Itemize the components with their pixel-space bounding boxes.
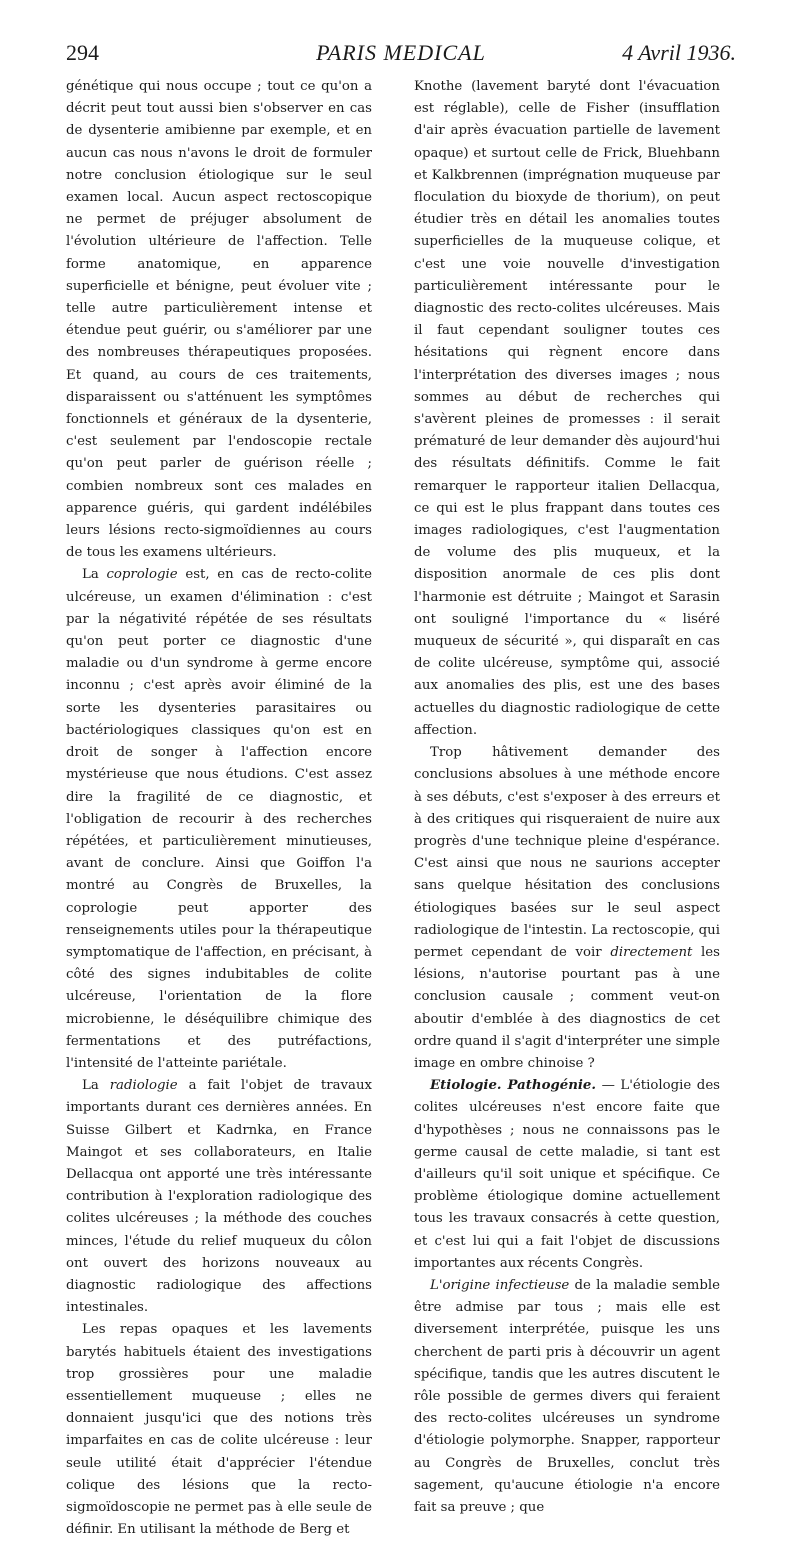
paragraph-coprologie [66, 564, 372, 1075]
paragraph-body: — L'étiologie des colites ulcéreuses n'est encore faite que d'hypothèses ; nous ne connaissons pas le germe causal de cette maladie, si tant est d'ailleurs qu'il soit unique et spécifique. Ce problème étiologique domine actuellement tous les travaux consacrés à cette question, et c'est lui qui a fait l'objet de discussions importantes aux récents Congrès. [414, 1078, 721, 1271]
journal-title: PARIS MEDICAL [316, 40, 486, 65]
paragraph-body: de la maladie semble être admise par tous ; mais elle est diversement interprétée, puisque les uns cherchent de parti pris à découvrir un agent spécifique, tandis que les autres discutent le rôle possible de germes divers qui feraient des recto-colites ulcéreuses un syndrome d'étiologie polymorphe. Snapper, rapporteur au Congrès de Bruxelles, conclut très sagement, qu'aucune étiologie n'a encore fait sa preuve ; que [414, 1277, 720, 1515]
page-header [66, 40, 736, 70]
paragraph-origine-infectieuse [414, 1275, 720, 1519]
paragraph-body: les lésions, n'autorise pourtant pas à une conclusion causale ; comment veut-on aboutir d'emblée à des diagnostics de cet ordre quand il s'agit d'interpréter une simple image en ombre chinoise ? [414, 944, 720, 1071]
paragraph-lead: La [82, 1078, 110, 1094]
paragraph-lead: La [82, 567, 107, 583]
section-heading-etiologie: Etiologie. Pathogénie. [430, 1078, 597, 1094]
paragraph-body: a fait l'objet de travaux importants durant ces dernières années. En Suisse Gilbert et Kadrnka, en France Maingot et ses collaborateurs, en Italie Dellacqua ont apporté une très intéressante contribution à l'exploration radiologique des colites ulcéreuses ; la méthode des couches minces, l'étude du relief muqueux du côlon ont ouvert des horizons nouveaux au diagnostic radiologique des affections intestinales. [66, 1078, 373, 1316]
paragraph-radiology-methods: Knothe (lavement baryté dont l'évacuation est réglable), celle de Fisher (insufflation d'air après évacuation partielle de lavement opaque) et surtout celle de Frick, Bluehbann et Kalkbrennen (imprégnation muqueuse par floculation du bioxyde de thorium), on peut étudier très en détail les anomalies toutes superficielles de la muqueuse colique, et c'est une voie nouvelle d'investigation particulièrement intéressante pour le diagnostic des recto-colites ulcéreuses. Mais il faut cependant souligner toutes ces hésitations qui règnent encore dans l'interprétation des diverses images ; nous sommes au début de recherches qui s'avèrent pleines de promesses : il serait prématuré de leur demander dès aujourd'hui des résultats définitifs. Comme le fait remarquer le rapporteur italien Dellacqua, ce qui est le plus frappant dans toutes ces images radiologiques, c'est l'augmentation de volume des plis muqueux, et la disposition anormale de ces plis dont l'harmonie est détruite ; Maingot et Sarasin ont souligné l'importance du « liséré muqueux de sécurité », qui disparaît en cas de colite ulcéreuse, symptôme qui, associé aux anomalies des plis, est une des bases actuelles du diagnostic radiologique de cette affection. [414, 79, 720, 738]
page-number: 294 [66, 40, 99, 65]
term-coprologie: coprologie [106, 567, 178, 583]
term-radiologie: radiologie [109, 1078, 178, 1094]
left-column [66, 76, 372, 1541]
term-directement: directement [610, 944, 693, 960]
paragraph-body: est, en cas de recto-colite ulcéreuse, un examen d'élimination : c'est par la négativité répétée de ses résultats qu'on peut porter ce diagnostic d'une maladie ou d'un syndrome à germe encore inconnu ; c'est après avoir éliminé de la sorte les dysenteries parasitaires ou bactériologiques classiques qu'on est en droit de songer à l'affection encore mystérieuse que nous étudions. C'est assez dire la fragilité de ce diagnostic, et l'obligation de recourir à des recherches répétées, et particulièrement minutieuses, avant de conclure. Ainsi que Goiffon l'a montré au Congrès de Bruxelles, la coprologie peut apporter des renseignements utiles pour la thérapeutique symptomatique de l'affection, en précisant, à côté des signes indubitables de colite ulcéreuse, l'orientation de la flore microbienne, le déséquilibre chimique des fermentations et des putréfactions, l'intensité de l'atteinte pariétale. [66, 567, 373, 1071]
paragraph-repas-opaques: Les repas opaques et les lavements barytés habituels étaient des investigations trop grossières pour une maladie essentiellement muqueuse ; elles ne donnaient jusqu'ici que des notions très imparfaites en cas de colite ulcéreuse : leur seule utilité était d'apprécier l'étendue colique des lésions que la recto-sigmoïdoscopie ne permet pas à elle seule de définir. En utilisant la méthode de Berg et [66, 1322, 372, 1538]
paragraph-radiologie [66, 1075, 372, 1319]
issue-date: 4 Avril 1936. [622, 40, 736, 65]
term-origine-infectieuse: L'origine infectieuse [430, 1277, 570, 1293]
right-column [414, 76, 720, 1519]
paragraph-etiology-continuation: génétique qui nous occupe ; tout ce qu'on a décrit peut tout aussi bien s'observer en cas de dysenterie amibienne par exemple, et en aucun cas nous n'avons le droit de formuler notre conclusion étiologique sur le seul examen local. Aucun aspect rectoscopique ne permet de préjuger absolument de l'évolution ultérieure de l'affection. Telle forme anatomique, en apparence superficielle et bénigne, peut évoluer vite ; telle autre particulièrement intense et étendue peut guérir, ou s'améliorer par une des nombreuses thérapeutiques proposées. Et quand, au cours de ces traitements, disparaissent ou s'atténuent les symptômes fonctionnels et généraux de la dysenterie, c'est seulement par l'endoscopie rectale qu'on peut parler de guérison réelle ; combien nombreux sont ces malades en apparence guéris, qui gardent indélébiles leurs lésions recto-sigmoïdiennes au cours de tous les examens ultérieurs. [66, 79, 372, 561]
paragraph-etiologie [414, 1075, 720, 1275]
paragraph-body: Trop hâtivement demander des conclusions absolues à une méthode encore à ses débuts, c'est s'exposer à des erreurs et à des critiques qui risqueraient de nuire aux progrès d'une technique pleine d'espérance. C'est ainsi que nous ne saurions accepter sans quelque hésitation des conclusions étiologiques basées sur le seul aspect radiologique de l'intestin. La rectoscopie, qui permet cependant de voir [414, 745, 720, 960]
paragraph-conclusions [414, 742, 720, 1075]
